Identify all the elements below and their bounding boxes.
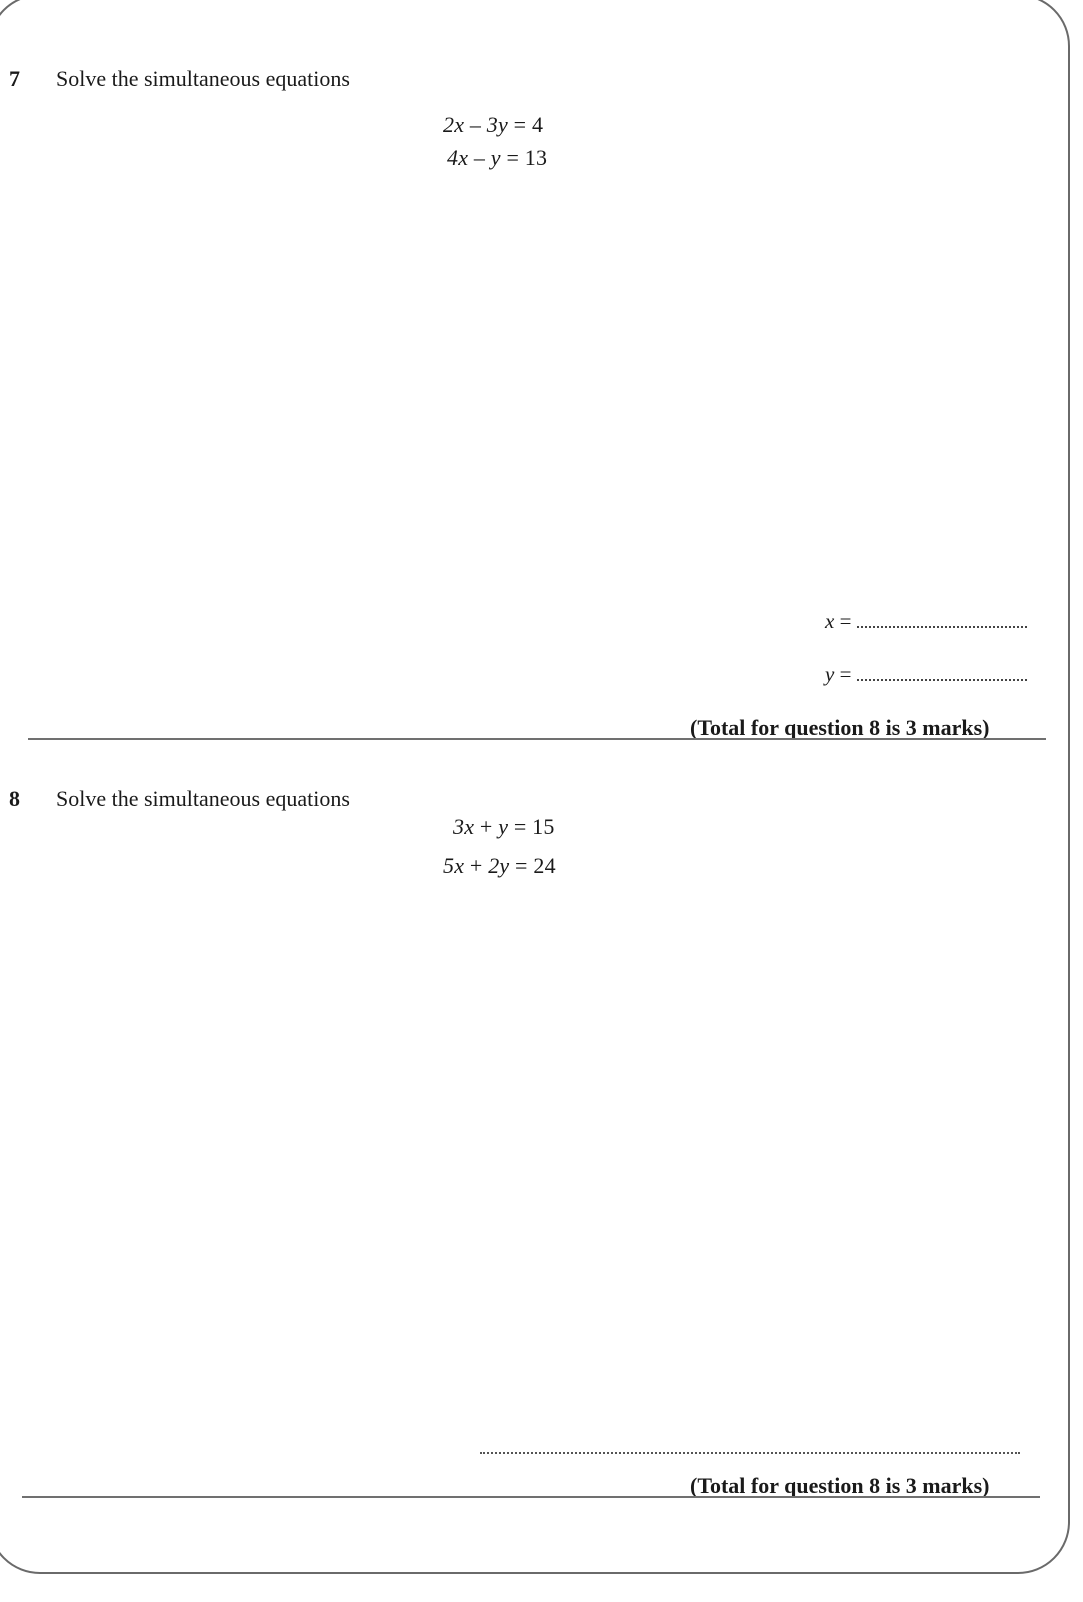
question-8-answer-dotted-line[interactable] — [480, 1452, 1020, 1454]
question-7-prompt: Solve the simultaneous equations — [56, 66, 350, 91]
question-8-equation-1: 3x + y = 15 — [453, 814, 555, 839]
question-7-equation-1: 2x – 3y = 4 — [443, 112, 544, 137]
answer-y-dotted-line[interactable] — [857, 665, 1027, 681]
question-7-divider — [28, 738, 1046, 740]
question-7-answer-y[interactable]: y = — [825, 662, 1027, 687]
question-7-answer-x[interactable]: x = — [825, 609, 1027, 634]
answer-x-dotted-line[interactable] — [857, 612, 1027, 628]
question-7-equation-2: 4x – y = 13 — [447, 145, 548, 170]
question-8-number: 8 — [9, 786, 20, 811]
question-7-number: 7 — [9, 66, 20, 91]
question-7-total-marks: (Total for question 8 is 3 marks) — [690, 715, 990, 740]
question-8-divider — [22, 1496, 1040, 1498]
question-8-equation-2: 5x + 2y = 24 — [443, 853, 556, 878]
question-8-total-marks: (Total for question 8 is 3 marks) — [690, 1473, 990, 1498]
question-8-prompt: Solve the simultaneous equations — [56, 786, 350, 811]
